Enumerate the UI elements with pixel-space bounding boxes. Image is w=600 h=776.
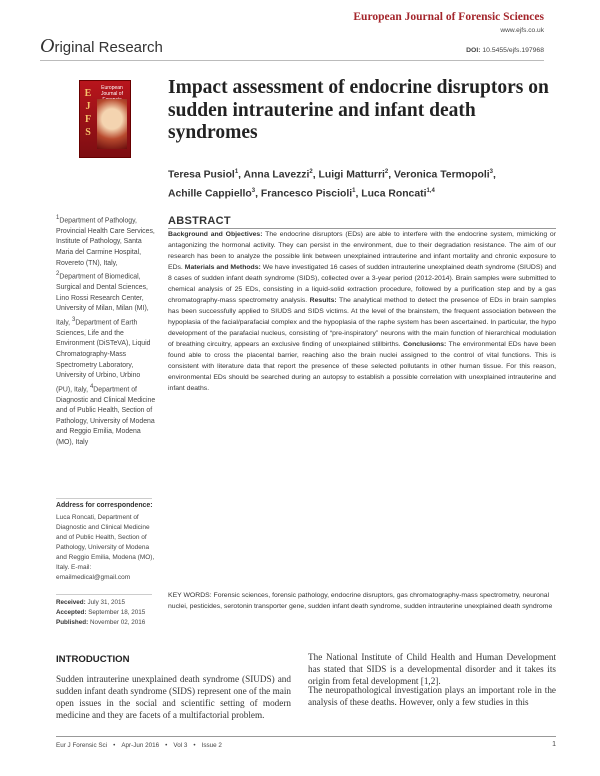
author-affiliation-sup: 1 — [352, 188, 356, 195]
article-title: Impact assessment of endocrine disruptors on sudden intrauterine and infant death syndromes — [168, 77, 549, 143]
author-affiliation-sup: 2 — [384, 169, 389, 175]
affiliation-text: Department of Biomedical, Surgical and Dental Sciences, Lino Rossi Research Center, University of Milan, Milan (MI), Italy, — [56, 273, 149, 327]
doi-label: DOI: — [466, 47, 481, 54]
keywords — [168, 590, 556, 612]
author-affiliation-sup: 1 — [234, 169, 239, 175]
author-affiliation-sup: 3 — [251, 188, 256, 195]
cover-letter: F — [84, 114, 92, 125]
sidebar-divider — [56, 594, 152, 595]
correspondence-body: Luca Roncati, Department of Diagnostic and Clinical Medicine and of Public Health, Section of Pathology, University of Modena and Reggio Emilia, Modena (MO), Italy. E-mail: emailmedical@gmail.com — [56, 514, 155, 581]
abstract-label: Results: — [309, 297, 337, 304]
keywords-text: Forensic sciences, forensic pathology, endocrine disruptors, gas chromatography-mass spectrometry, neuronal nuclei, pesticides, serotonin transporter gene, sudden infant death syndrome, sudden intrauterine unexplained death syndrome — [168, 592, 553, 610]
introduction-heading: INTRODUCTION — [56, 654, 130, 665]
author-list: Teresa Pusiol$^1$, Anna Lavezzi$^2$, Luigi Matturri$^2$, Veronica Termopoli$^3$, Achille Cappiello$^3$, Francesco Piscioli$^1$, Luca Roncati$^{1,4}$ — [168, 169, 496, 200]
affiliation-sup: 4 — [89, 383, 94, 390]
cover-letter: J — [85, 101, 91, 112]
abstract-text: The endocrine disruptors (EDs) are able to interfere with the endocrine system, mimicking or antagonizing the hormonal activity. They can persist in the environment, due to their degradation resistance. The aim of our research has been to analyze the possible link between unexplained intrauterine and infant mortality and chronic exposure to EDs. — [168, 231, 556, 271]
abstract-text: The analytical method to detect the presence of EDs in brain samples has been successfully applied to SIUDS and SIDS victims. At the level of the brainstem, the frequent association between the hypoplasia of the facial/parafacial complex and the hypoplasia of the raphe system has been ascertained. In particular, the hypo development of the parafacial nucleus, consisting of “pre-inspiratory” neurons with the main function of hierarchical modulation of breathing circuitry, appears an exclusive finding of unexplained stillbirths. — [168, 297, 557, 348]
abstract-body — [168, 229, 556, 394]
cover-letter: S — [85, 127, 91, 138]
affiliation-text: Department of Diagnostic and Clinical Medicine and of Public Health, Section of Pathology, University of Modena and Reggio Emilia, Modena (MO), Italy — [56, 386, 156, 447]
author-name: Luca Roncati — [361, 188, 427, 200]
date-row — [56, 608, 166, 618]
page-number: 1 — [552, 741, 556, 748]
affiliation-sup: 1 — [56, 215, 60, 221]
author-affiliation-sup: 3 — [489, 169, 494, 175]
footer-volume: Vol 3 — [173, 742, 188, 749]
footer-citation: Eur J Forensic Sci • Apr-Jun 2016 • Vol 3 • Issue 2 — [56, 742, 222, 749]
cover-letter: E — [84, 88, 92, 99]
abstract-label: Conclusions: — [402, 341, 447, 348]
affiliations — [56, 213, 156, 449]
affiliation-text: Department of Earth Sciences, Life and the Environment (DiSTeVA), Liquid Chromatography-Mass Spectrometry Laboratory, University of Urbino, Urbino (PU), Italy, — [56, 319, 151, 394]
section-label — [40, 35, 163, 58]
abstract-text: We have investigated 16 cases of sudden intrauterine unexplained death syndrome (SIUDS) and 8 cases of sudden infant death syndrome (SIDS), collected over a 3-year period (2012-2014). Brain samples were submitted to chemical analysis of 25 EDs, consisting in a liquid-solid extraction procedure, followed by a purification step and by a gas chromatography-mass spectrometry analysis. — [168, 264, 557, 304]
doi — [466, 47, 544, 54]
footer-divider — [56, 736, 556, 737]
body-paragraph: Sudden intrauterine unexplained death syndrome (SIUDS) and sudden infant death syndrome (SIDS) represent one of the main open issues in the social and scientific setting of modern medicine and they are facets of a multifactorial problem. — [56, 674, 291, 720]
author-affiliation-sup: 2 — [309, 169, 313, 175]
date-row — [56, 618, 166, 628]
abstract-text: The environmental EDs have been found able to cross the placental barrier, reaching also the brain nuclei assigned to the control of vital functions. This is consistent with literature data that report the presence of these selected pollutants in other human tissue. For this reason, environmental EDs should be searched during an autopsy to establish a possible correlation with unexplained intrauterine and infant deaths. — [168, 341, 556, 392]
keywords-label: KEY WORDS: — [168, 592, 212, 599]
author-name: Luigi Matturri — [318, 169, 385, 181]
author-name: Veronica Termopoli — [394, 169, 490, 181]
section-divider — [40, 60, 544, 61]
date-value: July 31, 2015 — [87, 599, 125, 606]
author-name: Anna Lavezzi — [243, 169, 310, 181]
footer-issue-date: Apr-Jun 2016 — [121, 742, 160, 749]
date-row — [56, 598, 166, 608]
cover-brand: European Journal of — [101, 85, 123, 97]
correspondence-heading: Address for correspondence: — [56, 502, 153, 509]
section-initial: O — [40, 35, 55, 57]
author-affiliation-sup: 1,4 — [426, 188, 435, 195]
date-value: November 02, 2016 — [89, 619, 146, 626]
date-label: Accepted: — [56, 609, 87, 616]
affiliation-sup: 2 — [56, 271, 60, 278]
date-label: Received: — [56, 599, 86, 606]
footer-journal: Eur J Forensic Sci — [56, 742, 108, 749]
section-rest: riginal Research — [54, 39, 163, 56]
journal-name: European Journal of Forensic Sciences — [353, 11, 544, 23]
author-name: Teresa Pusiol — [168, 169, 235, 181]
body-paragraph: The National Institute of Child Health and Human Development has stated that SIDS is a developmental disorder and it takes its origin from fetal development [1,2]. — [308, 652, 556, 686]
author-name: Achille Cappiello — [168, 188, 252, 200]
author-name: Francesco Piscioli — [260, 188, 353, 200]
date-value: September 18, 2015 — [88, 609, 146, 616]
sidebar-divider — [56, 498, 152, 499]
journal-cover-thumbnail — [79, 80, 131, 158]
journal-url[interactable]: www.ejfs.co.uk — [500, 27, 544, 34]
affiliation-sup: 3 — [71, 316, 76, 323]
abstract-label: Background and Objectives: — [168, 231, 263, 238]
abstract-label: Materials and Methods: — [184, 264, 261, 271]
footer-issue: Issue 2 — [201, 742, 222, 749]
affiliation-text: Department of Pathology, Provincial Health Care Services, Institute of Pathology, Santa Maria del Carmine Hospital, Rovereto (TN), Italy, — [56, 217, 155, 267]
publication-dates — [56, 598, 166, 628]
body-paragraph: The neuropathological investigation plays an important role in the analysis of these deaths. However, only a few studies in this — [308, 685, 556, 707]
cover-image — [97, 99, 127, 149]
cover-letters — [83, 87, 93, 139]
doi-value[interactable]: 10.5455/ejfs.197968 — [482, 47, 544, 54]
date-label: Published: — [56, 619, 89, 626]
abstract-heading: ABSTRACT — [168, 215, 231, 227]
